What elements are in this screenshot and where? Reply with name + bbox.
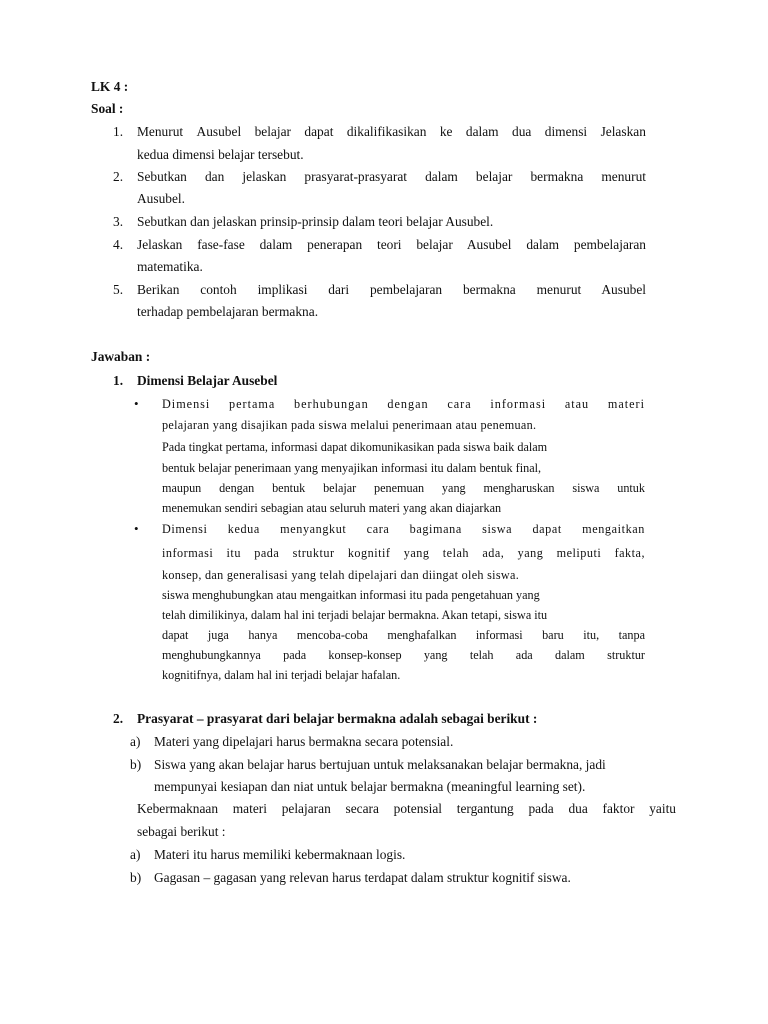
paragraph-line: Dimensi kedua menyangkut cara bagimana siswa dapat mengaitkan — [162, 522, 645, 536]
section-title: Prasyarat – prasyarat dari belajar bermakna adalah sebagai berikut : — [137, 711, 538, 726]
list-item-marker: b) — [130, 870, 142, 885]
list-item-text: Menurut Ausubel belajar dapat dikalifikasikan ke dalam dua dimensi Jelaskan — [137, 124, 646, 139]
list-item-text: mempunyai kesiapan dan niat untuk belajar bermakna (meaningful learning set). — [154, 779, 586, 794]
list-item-text: Sebutkan dan jelaskan prinsip-prinsip dalam teori belajar Ausubel. — [137, 214, 494, 229]
list-item-marker: b) — [130, 757, 142, 772]
paragraph-line: bentuk belajar penerimaan yang menyajikan informasi itu dalam bentuk final, — [162, 461, 542, 475]
list-item-marker: a) — [130, 734, 141, 749]
list-item-number: 3. — [113, 214, 124, 229]
list-item-text: kedua dimensi belajar tersebut. — [137, 147, 304, 162]
paragraph-line: dapat juga hanya mencoba-coba menghafalkan informasi baru itu, tanpa — [162, 628, 645, 642]
list-item-text: Gagasan – gagasan yang relevan harus terdapat dalam struktur kognitif siswa. — [154, 870, 571, 885]
section-number: 2. — [113, 711, 124, 726]
list-item-text: Ausubel. — [137, 191, 185, 206]
bullet-icon: • — [134, 396, 139, 411]
paragraph-line: kognitifnya, dalam hal ini terjadi belajar hafalan. — [162, 668, 401, 682]
list-item-text: Berikan contoh implikasi dari pembelajaran bermakna menurut Ausubel — [137, 282, 646, 297]
paragraph-line: siswa menghubungkan atau mengaitkan informasi itu pada pengetahuan yang — [162, 588, 540, 602]
paragraph-line: telah dimilikinya, dalam hal ini terjadi belajar bermakna. Akan tetapi, siswa itu — [162, 608, 548, 622]
list-item-marker: a) — [130, 847, 141, 862]
list-item-text: Materi itu harus memiliki kebermaknaan logis. — [154, 847, 406, 862]
paragraph-line: Pada tingkat pertama, informasi dapat dikomunikasikan pada siswa baik dalam — [162, 440, 548, 454]
paragraph-line: sebagai berikut : — [137, 824, 226, 839]
list-item-text: Siswa yang akan belajar harus bertujuan untuk melaksanakan belajar bermakna, jadi — [154, 757, 606, 772]
list-item-text: Sebutkan dan jelaskan prasyarat-prasyarat dalam belajar bermakna menurut — [137, 169, 646, 184]
list-item-number: 4. — [113, 237, 124, 252]
jawaban-label: Jawaban : — [91, 349, 151, 364]
paragraph-line: maupun dengan bentuk belajar penemuan yang mengharuskan siswa untuk — [162, 481, 645, 495]
list-item-text: Jelaskan fase-fase dalam penerapan teori belajar Ausubel dalam pembelajaran — [137, 237, 646, 252]
soal-label: Soal : — [91, 101, 124, 116]
paragraph-line: Kebermaknaan materi pelajaran secara potensial tergantung pada dua faktor yaitu — [137, 801, 676, 816]
list-item-text: terhadap pembelajaran bermakna. — [137, 304, 319, 319]
paragraph-line: pelajaran yang disajikan pada siswa melalui penerimaan atau penemuan. — [162, 418, 537, 432]
list-item-number: 5. — [113, 282, 124, 297]
paragraph-line: konsep, dan generalisasi yang telah dipelajari dan diingat oleh siswa. — [162, 568, 520, 582]
section-title: Dimensi Belajar Ausebel — [137, 373, 278, 388]
paragraph-line: informasi itu pada struktur kognitif yang telah ada, yang meliputi fakta, — [162, 546, 645, 560]
paragraph-line: menemukan sendiri sebagian atau seluruh materi yang akan diajarkan — [162, 501, 502, 515]
list-item-text: Materi yang dipelajari harus bermakna secara potensial. — [154, 734, 454, 749]
paragraph-line: menghubungkannya pada konsep-konsep yang telah ada dalam struktur — [162, 648, 645, 662]
section-number: 1. — [113, 373, 124, 388]
list-item-number: 1. — [113, 124, 124, 139]
list-item-text: matematika. — [137, 259, 203, 274]
bullet-icon: • — [134, 521, 139, 536]
list-item-number: 2. — [113, 169, 124, 184]
worksheet-title: LK 4 : — [91, 79, 129, 94]
paragraph-line: Dimensi pertama berhubungan dengan cara informasi atau materi — [162, 397, 645, 411]
